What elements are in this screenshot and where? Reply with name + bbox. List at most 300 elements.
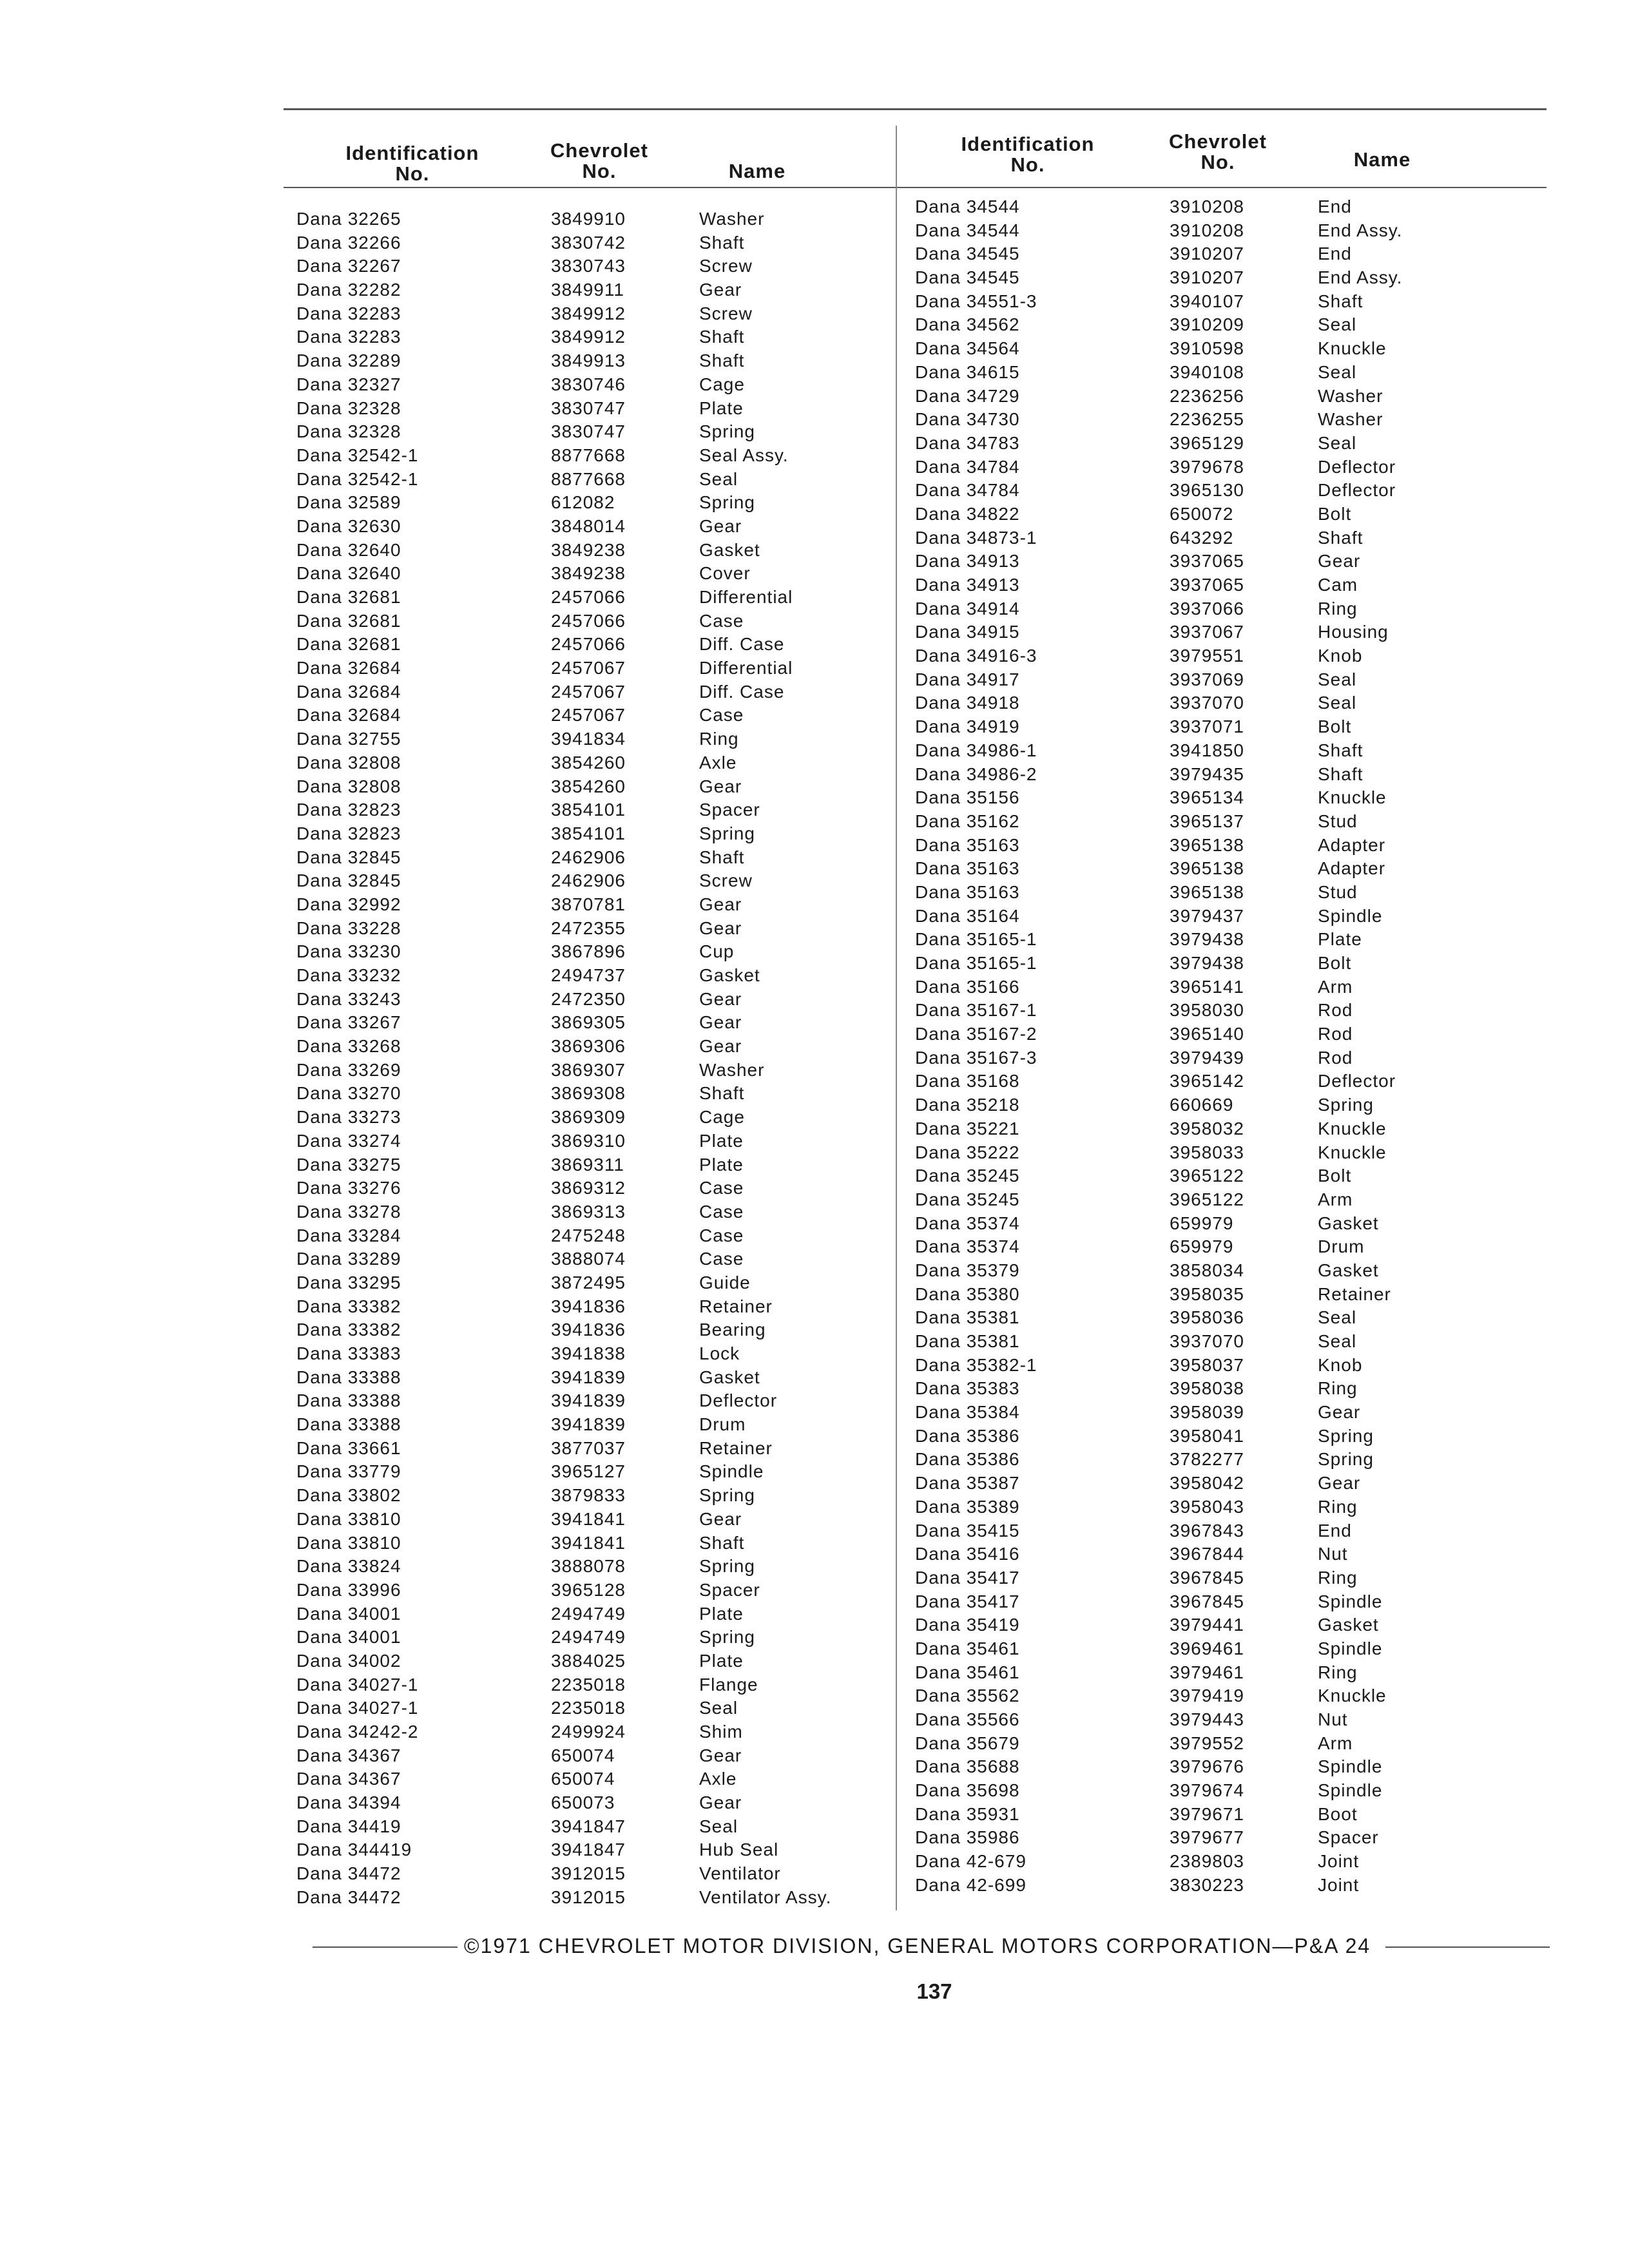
identification-cell: Dana 35245 [915,1189,1020,1209]
table-row [296,349,876,373]
table-row [915,715,1559,739]
table-row [296,846,876,870]
page-number: 137 [916,1979,952,2003]
identification-cell: Dana 33230 [296,941,401,962]
part-name-cell: Gasket [699,539,760,560]
table-row [915,810,1559,834]
part-name-cell: Case [699,1225,744,1245]
chevrolet-number-cell: 643292 [1170,527,1234,548]
part-name-cell: Rod [1318,1024,1353,1044]
chevrolet-number-cell: 3979461 [1170,1662,1245,1682]
identification-cell: Dana 35163 [915,834,1020,855]
table-row [296,468,876,492]
identification-cell: Dana 32684 [296,681,401,702]
part-name-cell: Ring [699,729,739,749]
chevrolet-number-cell: 3782277 [1170,1449,1245,1470]
chevrolet-number-cell: 8877668 [551,468,626,489]
table-row [296,1696,876,1720]
identification-cell: Dana 32328 [296,398,401,418]
chevrolet-number-cell: 3958039 [1170,1402,1245,1423]
table-row [915,644,1559,668]
chevrolet-number-cell: 3867896 [551,941,626,962]
chevrolet-number-cell: 2475248 [551,1225,626,1245]
chevrolet-number-cell: 3965141 [1170,976,1245,997]
table-row [296,231,876,255]
identification-cell: Dana 35389 [915,1496,1020,1517]
identification-cell: Dana 34242-2 [296,1722,419,1742]
table-row [296,1059,876,1082]
chevrolet-number-cell: 3830747 [551,398,626,418]
part-name-cell: Housing [1318,622,1389,642]
identification-cell: Dana 33267 [296,1012,401,1033]
part-name-cell: Axle [699,1769,737,1789]
identification-cell: Dana 34001 [296,1603,401,1624]
table-row [296,727,876,751]
identification-cell: Dana 34544 [915,220,1020,240]
table-row [296,1555,876,1579]
part-name-cell: Retainer [699,1296,773,1316]
copyright-footer: ©1971 CHEVROLET MOTOR DIVISION, GENERAL MOTORS CORPORATION—P&A 24 [464,1934,1371,1957]
table-row [296,539,876,562]
identification-cell: Dana 35461 [915,1662,1020,1682]
chevrolet-number-cell: 3884025 [551,1650,626,1671]
table-row [915,1779,1559,1803]
table-row [296,515,876,539]
part-name-cell: Case [699,1178,744,1198]
part-name-cell: Cup [699,941,735,962]
identification-cell: Dana 32542-1 [296,445,419,465]
part-name-cell: Knuckle [1318,1142,1387,1162]
table-row [915,1164,1559,1188]
identification-cell: Dana 33996 [296,1579,401,1600]
part-name-cell: Knuckle [1318,787,1387,808]
part-name-cell: End Assy. [1318,220,1403,240]
chevrolet-number-cell: 3858034 [1170,1260,1245,1280]
part-name-cell: Gasket [699,1367,760,1387]
part-name-cell: Deflector [699,1390,778,1411]
part-name-cell: Gasket [699,965,760,985]
chevrolet-number-cell: 3958033 [1170,1142,1245,1162]
part-name-cell: Case [699,610,744,631]
identification-cell: Dana 32283 [296,327,401,347]
chevrolet-number-cell: 659979 [1170,1236,1234,1257]
chevrolet-number-cell: 3937066 [1170,598,1245,619]
chevrolet-number-cell: 3979438 [1170,953,1245,973]
identification-cell: Dana 35384 [915,1402,1020,1423]
chevrolet-number-cell: 3830746 [551,374,626,394]
identification-cell: Dana 35163 [915,881,1020,902]
table-row [915,385,1559,408]
chevrolet-number-cell: 3830747 [551,421,626,442]
table-row [915,1803,1559,1827]
header-rule [284,187,1547,188]
identification-cell: Dana 344419 [296,1840,412,1860]
part-name-cell: Differential [699,587,793,607]
identification-cell: Dana 33274 [296,1130,401,1151]
part-name-cell: Gasket [1318,1615,1379,1635]
header-left-id-no: No. [395,162,430,185]
chevrolet-number-cell: 3869310 [551,1130,626,1151]
table-row [915,1401,1559,1425]
table-row [915,1188,1559,1212]
identification-cell: Dana 34913 [915,551,1020,572]
footer-rule-left [313,1946,458,1948]
chevrolet-number-cell: 3937067 [1170,622,1245,642]
part-name-cell: Seal [1318,314,1357,335]
identification-cell: Dana 34729 [915,385,1020,406]
table-row [296,657,876,680]
table-row [915,1283,1559,1307]
part-name-cell: Washer [1318,385,1383,406]
chevrolet-number-cell: 650074 [551,1769,615,1789]
table-row [915,1519,1559,1543]
part-name-cell: Shaft [699,1532,745,1553]
part-name-cell: Gear [699,988,742,1009]
table-row [296,1437,876,1461]
chevrolet-number-cell: 3941841 [551,1532,626,1553]
table-row [296,680,876,704]
part-name-cell: Spring [699,1627,755,1648]
table-row [915,1070,1559,1093]
identification-cell: Dana 35419 [915,1615,1020,1635]
table-row [296,1626,876,1649]
identification-cell: Dana 33270 [296,1083,401,1104]
part-name-cell: Gasket [1318,1260,1379,1280]
identification-cell: Dana 34916-3 [915,646,1037,666]
identification-cell: Dana 33268 [296,1036,401,1057]
part-name-cell: Nut [1318,1544,1348,1564]
identification-cell: Dana 34562 [915,314,1020,335]
chevrolet-number-cell: 3941839 [551,1390,626,1411]
chevrolet-number-cell: 659979 [1170,1213,1234,1233]
identification-cell: Dana 34917 [915,669,1020,689]
table-row [296,798,876,822]
part-name-cell: Hub Seal [699,1840,779,1860]
table-row [915,219,1559,243]
identification-cell: Dana 32589 [296,492,401,513]
table-row [296,893,876,917]
chevrolet-number-cell: 2499924 [551,1722,626,1742]
chevrolet-number-cell: 3979671 [1170,1803,1245,1824]
chevrolet-number-cell: 3937065 [1170,575,1245,595]
chevrolet-number-cell: 2494749 [551,1603,626,1624]
chevrolet-number-cell: 650073 [551,1792,615,1813]
part-name-cell: Shaft [1318,291,1364,311]
identification-cell: Dana 34002 [296,1650,401,1671]
identification-cell: Dana 35156 [915,787,1020,808]
part-name-cell: Gear [699,1012,742,1033]
chevrolet-number-cell: 3969461 [1170,1638,1245,1658]
part-name-cell: Bearing [699,1320,766,1340]
chevrolet-number-cell: 3958043 [1170,1496,1245,1517]
chevrolet-number-cell: 3869313 [551,1201,626,1222]
part-name-cell: Adapter [1318,834,1386,855]
table-row [296,964,876,988]
chevrolet-number-cell: 650074 [551,1745,615,1765]
part-name-cell: Shaft [1318,764,1364,784]
table-row [296,1460,876,1484]
identification-cell: Dana 34615 [915,361,1020,382]
identification-cell: Dana 32640 [296,563,401,584]
identification-cell: Dana 35417 [915,1591,1020,1611]
identification-cell: Dana 32684 [296,705,401,726]
table-row [296,1886,876,1910]
identification-cell: Dana 35416 [915,1544,1020,1564]
identification-cell: Dana 34394 [296,1792,401,1813]
chevrolet-number-cell: 2389803 [1170,1851,1245,1872]
chevrolet-number-cell: 3967845 [1170,1591,1245,1611]
chevrolet-number-cell: 3979441 [1170,1615,1245,1635]
part-name-cell: Shaft [1318,740,1364,760]
identification-cell: Dana 34822 [915,503,1020,524]
part-name-cell: Gear [1318,551,1361,572]
part-name-cell: Seal [699,1698,738,1718]
table-row [915,550,1559,573]
identification-cell: Dana 34783 [915,432,1020,453]
chevrolet-number-cell: 3910208 [1170,220,1245,240]
identification-cell: Dana 32823 [296,823,401,843]
chevrolet-number-cell: 3965127 [551,1461,626,1482]
identification-cell: Dana 35167-1 [915,1000,1037,1021]
chevrolet-number-cell: 3941847 [551,1840,626,1860]
chevrolet-number-cell: 3967844 [1170,1544,1245,1564]
identification-cell: Dana 33228 [296,918,401,938]
part-name-cell: Shaft [699,1083,745,1104]
part-name-cell: Washer [699,209,765,229]
header-right-name-text: Name [1353,148,1411,171]
table-row [296,1602,876,1626]
part-name-cell: Spring [1318,1425,1374,1446]
identification-cell: Dana 33273 [296,1107,401,1128]
part-name-cell: Gear [699,1036,742,1057]
chevrolet-number-cell: 3941841 [551,1508,626,1529]
chevrolet-number-cell: 3979437 [1170,905,1245,926]
chevrolet-number-cell: 3958032 [1170,1118,1245,1139]
identification-cell: Dana 35166 [915,976,1020,997]
identification-cell: Dana 33661 [296,1437,401,1458]
part-name-cell: Knuckle [1318,1118,1387,1139]
identification-cell: Dana 34544 [915,197,1020,216]
table-row [915,1212,1559,1236]
chevrolet-number-cell: 3941838 [551,1343,626,1363]
table-row [296,420,876,444]
chevrolet-number-cell: 2457066 [551,634,626,655]
chevrolet-number-cell: 3869311 [551,1154,624,1175]
part-name-cell: Case [699,1249,744,1269]
table-row [915,999,1559,1023]
part-name-cell: Screw [699,256,753,276]
chevrolet-number-cell: 3958041 [1170,1425,1245,1446]
part-name-cell: Seal [1318,361,1357,382]
chevrolet-number-cell: 3937070 [1170,1331,1245,1351]
table-row [296,1744,876,1768]
table-row [296,1579,876,1602]
part-name-cell: End [1318,244,1352,264]
table-row [915,456,1559,479]
part-name-cell: Gear [699,894,742,914]
part-name-cell: Ventilator Assy. [699,1887,832,1907]
identification-cell: Dana 33388 [296,1414,401,1435]
table-row [915,881,1559,905]
chevrolet-number-cell: 3849911 [551,280,624,300]
chevrolet-number-cell: 3912015 [551,1887,626,1907]
chevrolet-number-cell: 2457066 [551,610,626,631]
chevrolet-number-cell: 3870781 [551,894,626,914]
part-name-cell: Spindle [1318,1638,1383,1658]
chevrolet-number-cell: 3888078 [551,1556,626,1577]
identification-cell: Dana 32823 [296,800,401,820]
chevrolet-number-cell: 3965137 [1170,811,1245,831]
left-parts-table [296,207,876,1910]
identification-cell: Dana 35168 [915,1071,1020,1091]
part-name-cell: Ring [1318,1567,1358,1588]
table-row [296,610,876,633]
part-name-cell: Retainer [699,1437,773,1458]
table-row [296,562,876,586]
chevrolet-number-cell: 3965122 [1170,1166,1245,1186]
chevrolet-number-cell: 2235018 [551,1674,626,1695]
chevrolet-number-cell: 3965129 [1170,432,1245,453]
table-row [915,1684,1559,1708]
part-name-cell: Bolt [1318,953,1352,973]
part-name-cell: Seal [1318,669,1357,689]
table-row [296,1177,876,1200]
part-name-cell: Washer [699,1059,765,1080]
table-row [915,1637,1559,1661]
chevrolet-number-cell: 3979674 [1170,1780,1245,1801]
header-right-chevrolet-text: Chevrolet [1169,130,1267,153]
identification-cell: Dana 32755 [296,729,401,749]
part-name-cell: Cam [1318,575,1358,595]
table-row [296,775,876,799]
chevrolet-number-cell: 3937070 [1170,693,1245,713]
identification-cell: Dana 35386 [915,1425,1020,1446]
part-name-cell: Axle [699,752,737,773]
part-name-cell: Knob [1318,646,1363,666]
part-name-cell: Joint [1318,1851,1360,1872]
identification-cell: Dana 32630 [296,515,401,536]
part-name-cell: End Assy. [1318,267,1403,288]
identification-cell: Dana 34915 [915,622,1020,642]
chevrolet-number-cell: 3869305 [551,1012,626,1033]
identification-cell: Dana 33232 [296,965,401,985]
chevrolet-number-cell: 3849912 [551,327,626,347]
table-row [296,940,876,964]
chevrolet-number-cell: 3849912 [551,303,626,323]
table-row [296,491,876,515]
table-row [915,1117,1559,1141]
identification-cell: Dana 32282 [296,280,401,300]
table-row [915,1046,1559,1070]
identification-cell: Dana 34784 [915,456,1020,477]
chevrolet-number-cell: 3910598 [1170,338,1245,359]
column-divider [896,126,897,1910]
table-row [296,1247,876,1271]
table-row [915,597,1559,621]
chevrolet-number-cell: 2494749 [551,1627,626,1648]
table-row [915,1613,1559,1637]
part-name-cell: Plate [699,1603,744,1624]
identification-cell: Dana 33382 [296,1320,401,1340]
table-row [915,242,1559,266]
table-row [915,1425,1559,1448]
table-row [915,1472,1559,1495]
part-name-cell: Cover [699,563,751,584]
identification-cell: Dana 33388 [296,1390,401,1411]
part-name-cell: Gear [699,1745,742,1765]
chevrolet-number-cell: 3965130 [1170,480,1245,501]
part-name-cell: Ring [1318,1496,1358,1517]
identification-cell: Dana 32808 [296,752,401,773]
identification-cell: Dana 32681 [296,587,401,607]
identification-cell: Dana 32681 [296,634,401,655]
chevrolet-number-cell: 3854260 [551,776,626,796]
part-name-cell: Ring [1318,1378,1358,1399]
table-row [915,1874,1559,1898]
table-row [296,255,876,278]
chevrolet-number-cell: 3869309 [551,1107,626,1128]
part-name-cell: Spring [699,492,755,513]
identification-cell: Dana 35688 [915,1756,1020,1777]
identification-cell: Dana 32681 [296,610,401,631]
identification-cell: Dana 33284 [296,1225,401,1245]
part-name-cell: Shaft [699,232,745,253]
identification-cell: Dana 42-699 [915,1874,1027,1895]
chevrolet-number-cell: 3967843 [1170,1520,1245,1541]
identification-cell: Dana 34472 [296,1887,401,1907]
chevrolet-number-cell: 2236255 [1170,409,1245,430]
table-row [296,1129,876,1153]
identification-cell: Dana 35679 [915,1733,1020,1753]
identification-cell: Dana 35165-1 [915,953,1037,973]
chevrolet-number-cell: 3979677 [1170,1827,1245,1848]
chevrolet-number-cell: 3869307 [551,1059,626,1080]
chevrolet-number-cell: 3910208 [1170,197,1245,216]
chevrolet-number-cell: 3937071 [1170,716,1245,737]
header-left-chevrolet-text: Chevrolet [550,139,648,162]
table-row [296,1224,876,1248]
chevrolet-number-cell: 3965134 [1170,787,1245,808]
table-row [296,1271,876,1295]
identification-cell: Dana 35383 [915,1378,1020,1399]
chevrolet-number-cell: 3958042 [1170,1473,1245,1494]
part-name-cell: Stud [1318,881,1358,902]
table-row [915,1377,1559,1401]
identification-cell: Dana 33289 [296,1249,401,1269]
table-row [915,739,1559,763]
part-name-cell: Shaft [1318,527,1364,548]
table-row [915,952,1559,975]
chevrolet-number-cell: 3941850 [1170,740,1245,760]
part-name-cell: Shaft [699,351,745,371]
identification-cell: Dana 35165-1 [915,929,1037,950]
identification-cell: Dana 33276 [296,1178,401,1198]
identification-cell: Dana 35218 [915,1095,1020,1115]
identification-cell: Dana 32267 [296,256,401,276]
part-name-cell: Gear [699,918,742,938]
part-name-cell: Gear [699,1792,742,1813]
identification-cell: Dana 33779 [296,1461,401,1482]
identification-cell: Dana 35931 [915,1803,1020,1824]
table-row [915,1354,1559,1378]
header-left-chevrolet [535,140,664,182]
table-row [915,313,1559,337]
header-right-id-no: No. [1010,153,1045,176]
identification-cell: Dana 34913 [915,575,1020,595]
table-row [915,1495,1559,1519]
table-row [915,668,1559,692]
identification-cell: Dana 35382-1 [915,1354,1037,1375]
